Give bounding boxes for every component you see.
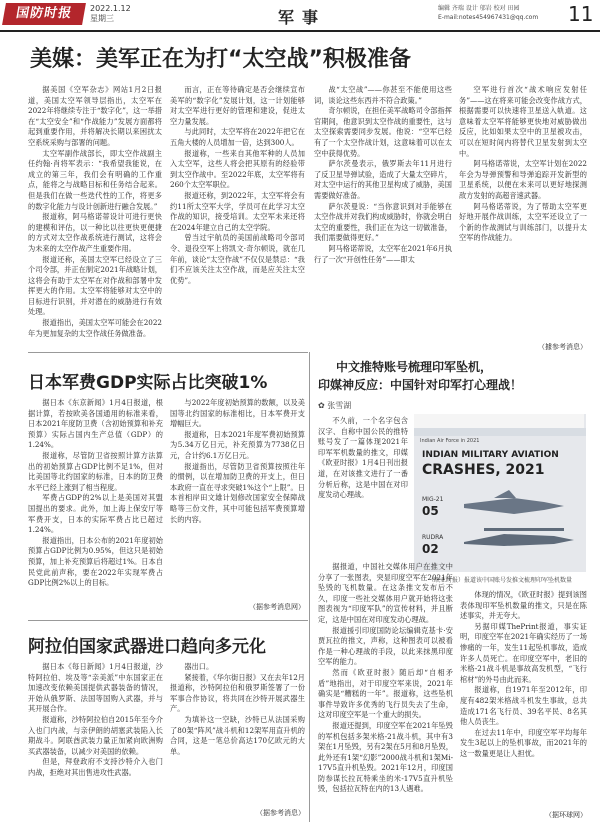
article3-column-1: 据日本《东京新闻》1月4日报道，根据计算，若按欧美各国通用的标准来看，日本2021年度防卫费（含初始预算和补充预算）实际占国内生产总值（GDP）的1.24%。 报道称，尽管防卫省按照计算方法算出的初始预算占GDP比例不足1%，但对比美国等北约国家的标准，日本的防卫费水平已经上涨到了相当程度。 军费占GDP的2%以上是美国对其盟国提出的要求。此外，加上海上保安厅等军费开支，日本的实际军费占比已超过1.24%。 报道指出，日本公布的2021年度初始预算占GDP比例为0.95%，但这只是初始预算，加上补充预算后将超过1%。日本自民党此前声称，要在2022年实现军费占GDP比例2%以上的目标。: [28, 398, 163, 588]
article4-column-2: 器出口。 紧接着，《华尔街日报》又在去年12月报道称，沙特阿拉伯和俄罗斯签署了一份军事合作协议，将共同在沙特开展武器生产。 为填补这一空缺，沙特已从法国采购了80架“阵风”战斗机和12架军用直升机的合同，这是一笔总价高达170亿欧元的大单。: [170, 662, 305, 756]
banner-left: Indian Air Force in 2021: [420, 438, 480, 444]
article4-source: （据参考消息）: [256, 809, 305, 817]
article1-column-2: 而言，正在等待确定是否会继续宣布美军的“数字化”发展计划，这一计划能够对太空军进行更好的管理和建设，促进太空力量发展。 与此同时，太空军将在2022年把它在五角大楼的人员增加一倍，达到300人。 报道称，一些来自其他军种的人员加入太空军，这些人将会把其原有的经验带到太空作战中。至2022年底，太空军将有260个太空军职位。 报道还称，到2022年，太空军将会有约11所太空军大学，学员可在此学习太空作战的知识，接受培训。太空军未来还将在2024年建立自己的太空学院。 曾当过宇航员的美国前战略司令部司令、退役空军上将凯文·奇尔顿说，就在几年前，谈论“太空作战”不仅仅是禁忌：“我们不应该关注太空作战，而是应关注太空优势”。: [170, 85, 305, 285]
newspaper-logo: 国防时报: [2, 3, 86, 25]
figure-caption: （欧亚时报）报道该中国账号发推文梳理印军坠机数量: [427, 577, 572, 584]
article1-source: （據参考消息）: [538, 343, 587, 351]
tweet-screenshot: [414, 414, 586, 572]
article1-column-4: 空军进行首次“战术响应发射任务”——这在将来可能会改变作战方式，根据需要可以快速将卫星送入轨道。这意味着太空军将能够更快地对威胁做出反应，比如如果太空中的卫星被攻击，可以在短时间内将替代卫星发射到太空中。 阿马格诺蒂说，太空军计划在2022年会为导弹预警和导弹追踪开发新型的卫星系统，以便在未来可以更好地探测敌方发射的高超音速武器。 阿马格诺蒂说，为了帮助太空军更好地开展作战训练，太空军还设立了一个新的作战测试与训练部门，以提升太空军的作战能力。: [459, 85, 587, 243]
article2-column-1: 据报道，中国社交媒体用户在推文中分享了一张图表，突显印度空军在2021年坠毁的飞机数量。在这条推文发布后不久，印度一些社交媒体用户就开始将这张图表视为“印度军队”的宣传材料，并且断定，这是中国在对印度发动心理战。 报道援引印度国防论坛编辑克基卡·安贾瓦拉的推文，声称，这种图表可以被看作是一种心理战的手段，以此来抹黑印度空军的能力。 然而《欧亚时报》随后却“自相矛盾”地指出，对于印度空军来说，2021年确实是“糟糕的一年”。报道称，这些坠机事件导致许多优秀的飞行员失去了生命，这对印度空军是一个重大的损失。 报道还提到，印度空军在2021年坠毁的军机包括多架米格-21战斗机，其中有3架在1月坠毁，另有2架在5月和8月坠毁，此外还有1架“幻影”2000战斗机和1架Mi-17V5直升机坠毁。2021年12月，印度国防参谋长拉瓦特乘坐的米-17V5直升机坠毁，包括拉瓦特在内的13人遇难。: [318, 562, 453, 794]
article3-headline: 日本军费GDP实际占比突破1%: [28, 373, 268, 393]
article1-column-1: 据美国《空军杂志》网站1月2日报道，美国太空军领导层指出，太空军在2022年将继续专注于“数字化”，这一举措在“太空安全”和“作战能力”发展方面都将起到重要作用，并将解决长期以来困扰太空系统采购与部署的问题。 太空军副作战部长，即太空作战副主任约翰·肖将军表示：“我希望我能说，在成立的第三年，我们会有明确的工作重点，能将之与战略目标和任务结合起来。但是我们在做一些迭代性的工作，将更多的数字化能力与设计创新进行融合发展。” 报道称，阿马格诺蒂设计可进行更快的建模和评估，以一种比以往更快更便捷的方式对太空作战系统进行测试，这将会为未来的太空作战产生重要作用。 报道还称，美国太空军已经设立了三个司令部，并正在制定2021年战略计划，这将会有助于太空军在对作战和部署中发挥更大的作用。太空军将能够对太空中的目标进行识别，并对潜在的威胁进行有效处理。 报道指出，美国太空军可能会在2022年为更加复杂的太空作战任务做准备。: [28, 85, 162, 338]
editor-info: 编辑 齐瑞 设计 邬岩 校对 田园 E-mail:notes454967431@qq.com: [438, 5, 539, 21]
crash-count-1: 05: [422, 504, 439, 518]
article2-source: （据环球网）: [545, 811, 587, 819]
page-number: 11: [568, 2, 594, 26]
tweet-header-bar: [414, 414, 584, 428]
issue-date: 2022.1.12 星期三: [90, 4, 131, 23]
section-divider-2: [28, 620, 308, 621]
article2-author: ✿ 张雪湖: [318, 401, 352, 410]
article1-headline: 美媒：美军正在为打“太空战”积极准备: [30, 47, 411, 72]
article2-headline-line1: 中文推特账号梳理印军坠机，: [336, 360, 493, 374]
article4-column-1: 据日本《每日新闻》1月4日报道，沙特阿拉伯、埃及等“亲美派”中东国家正在加速改变依赖美国提供武器装备的情况，开始从俄罗斯、法国等国购入武器，并与其开展合作。 报道称，沙特阿拉伯自2015年至今介入也门内战，与亲伊朗的胡塞武装陷入长期战斗。阿联酋武装力量正加紧向欧洲购买武器装备，以减少对美国的依赖。 但是，拜登政府不支持沙特介入也门内战，拒绝对其出售进攻性武器。: [28, 662, 163, 777]
figure-title-2: CRASHES, 2021: [422, 462, 545, 478]
article2-column-2: 体现的情况，《欧亚时报》提到该图表体现印军坠机数量的推文，只是在陈述事实，并无夸大。 另据印媒ThePrint报道，事实证明，印度空军在2021年确实经历了一场惨痛的一年，发生11起坠机事故，造成许多人员死亡。在印度空军中，老旧的米格-21战斗机是事故高发机型，“飞行棺材”的外号由此而来。 报道称，自1971年至2012年，印度有482架米格战斗机发生事故，总共造成171名飞行员、39名平民、8名其他人员丧生。 在过去11年中，印度空军平均每年发生3起以上的坠机事故，而2021年的这一数量更是让人担忧。: [460, 590, 587, 758]
section-divider: [28, 352, 308, 353]
column-divider: [309, 352, 310, 822]
aircraft-silhouettes: [454, 484, 584, 564]
figure-title-1: INDIAN MILITARY AVIATION: [422, 450, 559, 460]
article4-headline: 阿拉伯国家武器进口趋向多元化: [28, 637, 266, 657]
article2-headline-line2: 印媒神反应：中国针对印军打心理战！: [318, 378, 523, 392]
crash-count-2: 02: [422, 542, 439, 556]
section-title: 军事: [278, 8, 327, 27]
aircraft-label-2: RUDRA: [422, 534, 444, 541]
article3-source: （据参考消息网）: [249, 603, 305, 611]
article3-column-2: 与2022年度初始预算的数额，以及美国等北约国家的标准相比，日本军费开支增幅巨大。 报道称，日本2021年度军费初始预算为5.34万亿日元，补充预算为7738亿日元，合计约6.1万亿日元。 报道指出，尽管防卫省预算按照往年的惯例，以在增加防卫费的开支上，但日本政府一直在寻求突破1%这个“上限”。日本首相岸田文雄计划修改国家安全保障战略等三份文件，其中可能包括军费预算增长的内容。: [170, 398, 305, 524]
article1-column-3: 战“太空战”——你甚至不能使用这些词，谈论这些东西并不符合政策。” 奇尔顿说，在担任美军战略司令部指挥官期间，他意识到太空作战的重要性，这与太空探索需要同步发展。他说：“空军已经有了一个太空作战计划，这意味着可以在太空中获得优势。 萨尔茨曼表示，俄罗斯去年11月进行了反卫星导弹试验，造成了大量太空碎片，对太空中运行的其他卫星构成了威胁，美国需要做好准备。 萨尔茨曼说：“当你意识到对手能够在太空作战并对我们构成威胁时，你就会明白太空的重要性，我们正在为这一切做准备，我们需要做得更好。” 阿马格诺蒂说，太空军在2021年6月执行了一次“开创性任务”——即太: [314, 85, 452, 264]
header-rule: [0, 30, 600, 32]
article2-intro: 不久前，一个名字包含汉字、自称中国公民的推特账号发了一篇体现2021年印军军机数量的推文，印媒《欧亚时报》1月4日刊出报道，在对该推文进行了一番分析后称，这是中国在对印度发动心理战。: [318, 416, 408, 500]
aircraft-label-1: MIG-21: [422, 496, 444, 503]
page-header: [0, 0, 600, 32]
